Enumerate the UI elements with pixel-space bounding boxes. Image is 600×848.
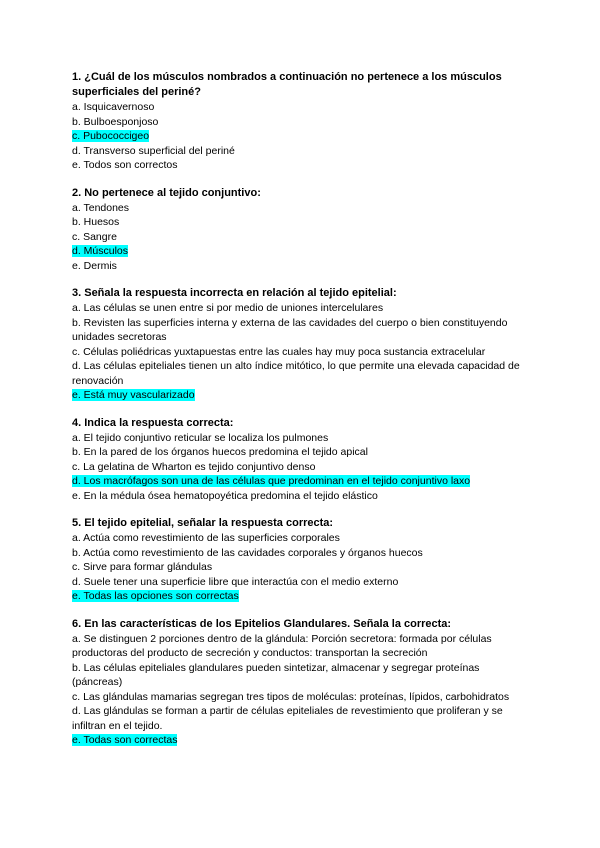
answer-option-correct <box>72 388 532 403</box>
question-title: 1. ¿Cuál de los músculos nombrados a continuación no pertenece a los músculos superficiales del periné? <box>72 71 502 98</box>
answer-text: c. Las glándulas mamarias segregan tres tipos de moléculas: proteínas, lípidos, carbohidratos <box>72 690 510 703</box>
answer-text: e. Todos son correctos <box>72 159 178 171</box>
answer-option-correct <box>72 129 532 144</box>
answer-option <box>72 632 532 661</box>
answer-option <box>72 316 532 345</box>
question-title: 2. No pertenece al tejido conjuntivo: <box>72 186 261 199</box>
answer-text: a. Actúa como revestimiento de las superficies corporales <box>72 532 340 544</box>
highlighted-answer-text: e. Todas las opciones son correctas <box>72 590 239 602</box>
answer-text: c. Sangre <box>72 230 117 243</box>
question-block <box>72 516 532 604</box>
question-title: 3. Señala la respuesta incorrecta en relación al tejido epitelial: <box>72 287 397 299</box>
answer-text: b. Revisten las superficies interna y externa de las cavidades del cuerpo o bien constituyendo unidades secretoras <box>72 316 508 343</box>
answer-option <box>72 704 532 733</box>
answer-text: d. Las células epiteliales tienen un alto índice mitótico, lo que permite una elevada capacidad de renovación <box>72 360 520 387</box>
answer-text: e. En la médula ósea hematopoyética predomina el tejido elástico <box>72 489 378 502</box>
answer-option <box>72 144 532 159</box>
highlighted-answer-text: d. Los macrófagos son una de las células que predominan en el tejido conjuntivo laxo <box>72 475 471 487</box>
question-block <box>72 70 532 173</box>
document-page <box>72 70 532 761</box>
highlighted-answer-text: e. Está muy vascularizado <box>72 389 195 401</box>
answer-text: a. El tejido conjuntivo reticular se localiza los pulmones <box>72 431 329 444</box>
answer-text: c. Sirve para formar glándulas <box>72 561 213 573</box>
answer-text: b. Actúa como revestimiento de las cavidades corporales y órganos huecos <box>72 546 423 559</box>
answer-text: d. Las glándulas se forman a partir de células epiteliales de revestimiento que proliferan y se infiltran en el tejido. <box>72 705 503 732</box>
answer-option <box>72 575 532 590</box>
answer-option-correct <box>72 474 532 489</box>
answer-text: d. Suele tener una superficie libre que interactúa con el medio externo <box>72 575 399 588</box>
question-block <box>72 416 532 504</box>
highlighted-answer-text: d. Músculos <box>72 245 129 257</box>
answer-option <box>72 531 532 546</box>
answer-option <box>72 158 532 173</box>
answer-option <box>72 230 532 245</box>
answer-text: b. Bulboesponjoso <box>72 115 159 128</box>
answer-option <box>72 560 532 575</box>
answer-option <box>72 489 532 504</box>
answer-option <box>72 115 532 130</box>
answer-option <box>72 445 532 460</box>
answer-text: b. Las células epiteliales glandulares pueden sintetizar, almacenar y segregar proteínas (páncreas) <box>72 661 480 688</box>
answer-text: a. Las células se unen entre si por medio de uniones intercelulares <box>72 302 384 314</box>
answer-text: b. En la pared de los órganos huecos predomina el tejido apical <box>72 446 368 458</box>
answer-option <box>72 661 532 690</box>
answer-option <box>72 460 532 475</box>
answer-option-correct <box>72 589 532 604</box>
question-block <box>72 186 532 274</box>
answer-option-correct <box>72 733 532 748</box>
answer-text: b. Huesos <box>72 216 120 228</box>
answer-option <box>72 215 532 230</box>
answer-option <box>72 301 532 316</box>
question-title: 6. En las características de los Epitelios Glandulares. Señala la correcta: <box>72 617 452 630</box>
answer-option <box>72 359 532 388</box>
answer-option-correct <box>72 244 532 259</box>
answer-option <box>72 201 532 216</box>
highlighted-answer-text: e. Todas son correctas <box>72 734 178 746</box>
question-title: 4. Indica la respuesta correcta: <box>72 416 234 429</box>
answer-text: c. Células poliédricas yuxtapuestas entre las cuales hay muy poca sustancia extracelular <box>72 345 486 358</box>
answer-option <box>72 259 532 274</box>
answer-text: e. Dermis <box>72 259 117 272</box>
answer-option <box>72 100 532 115</box>
answer-option <box>72 690 532 705</box>
answer-option <box>72 345 532 360</box>
highlighted-answer-text: c. Pubococcigeo <box>72 130 150 142</box>
answer-option <box>72 431 532 446</box>
answer-text: d. Transverso superficial del periné <box>72 144 235 157</box>
answer-text: a. Isquicavernoso <box>72 101 155 113</box>
question-block <box>72 617 532 748</box>
question-block <box>72 286 532 403</box>
answer-text: a. Tendones <box>72 201 130 214</box>
question-title: 5. El tejido epitelial, señalar la respuesta correcta: <box>72 517 334 529</box>
answer-text: c. La gelatina de Wharton es tejido conjuntivo denso <box>72 460 316 473</box>
answer-text: a. Se distinguen 2 porciones dentro de la glándula: Porción secretora: formada por células productoras del producto de secreción y conductos: transportan la secreción <box>72 632 492 659</box>
answer-option <box>72 546 532 561</box>
